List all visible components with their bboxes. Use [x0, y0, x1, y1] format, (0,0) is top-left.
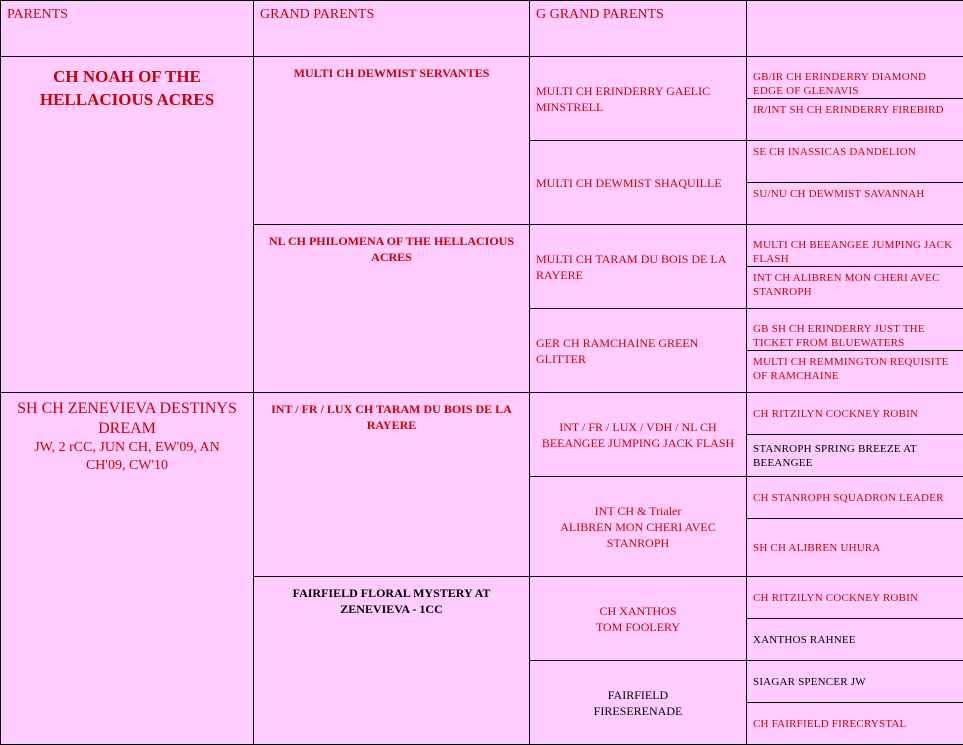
ggp-name: MULTI CH TARAM DU BOIS DE LA RAYERE [536, 251, 726, 282]
gggp-cell [747, 309, 963, 351]
dam-cell [1, 393, 254, 745]
gggp-cell [747, 519, 963, 577]
gggp-name: CH RITZILYN COCKNEY ROBIN [753, 407, 919, 420]
gggp-cell [747, 393, 963, 435]
ggp-cell [530, 141, 747, 225]
ggp-cell [530, 225, 747, 309]
gggp-cell [747, 267, 963, 309]
gggp-cell [747, 661, 963, 703]
gggp-name: SU/NU CH DEWMIST SAVANNAH [753, 188, 925, 200]
ggp-name: GER CH RAMCHAINE GREEN GLITTER [536, 335, 699, 366]
sire-grand-dam-name: NL CH PHILOMENA OF THE HELLACIOUS ACRES [268, 234, 515, 264]
ggp-cell [530, 393, 747, 477]
header-parents: PARENTS [1, 1, 254, 57]
header-grand-parents: GRAND PARENTS [254, 1, 530, 57]
sire-cell [1, 57, 254, 393]
ggp-name: CH XANTHOS [599, 603, 677, 618]
gggp-name: SIAGAR SPENCER JW [753, 675, 866, 688]
ggp-name: ALIBREN MON CHERI AVEC STANROPH [560, 519, 716, 550]
gggp-name: CH FAIRFIELD FIRECRYSTAL [753, 717, 907, 730]
ggp-cell [530, 661, 747, 745]
dam-grand-dam-name: FAIRFIELD FLORAL MYSTERY AT ZENEVIEVA - 1CC [292, 586, 491, 616]
gggp-name: INT CH ALIBREN MON CHERI AVEC STANROPH [753, 272, 940, 298]
gggp-name: SH CH ALIBREN UHURA [753, 541, 881, 554]
dam-grand-sire-cell [254, 393, 530, 577]
gggp-name: GB SH CH ERINDERRY JUST THE TICKET FROM BLUEWATERS [753, 323, 925, 349]
ggp-name: MULTI CH ERINDERRY GAELIC MINSTRELL [536, 83, 711, 114]
gggp-cell [747, 225, 963, 267]
gggp-cell [747, 577, 963, 619]
gggp-cell [747, 99, 963, 141]
gggp-name: XANTHOS RAHNEE [753, 633, 856, 646]
ggp-name: FAIRFIELD [607, 687, 669, 702]
gggp-cell [747, 619, 963, 661]
gggp-cell [747, 435, 963, 477]
gggp-cell [747, 57, 963, 99]
ggp-cell [530, 57, 747, 141]
sire-name: CH NOAH OF THE HELLACIOUS ACRES [39, 67, 215, 109]
gggp-name: SE CH INASSICAS DANDELION [753, 146, 916, 158]
ggp-name: INT CH & Trialer [594, 503, 682, 518]
gggp-name: CH RITZILYN COCKNEY ROBIN [753, 591, 919, 604]
gggp-name: MULTI CH BEEANGEE JUMPING JACK FLASH [753, 239, 953, 265]
gggp-name: MULTI CH REMMINGTON REQUISITE OF RAMCHAINE [753, 356, 949, 382]
ggp-cell [530, 477, 747, 577]
ggp-name: INT / FR / LUX / VDH / NL CH BEEANGEE JUMPING JACK FLASH [541, 419, 735, 450]
header-g-grand-parents: G GRAND PARENTS [530, 1, 747, 57]
gggp-name: GB/IR CH ERINDERRY DIAMOND EDGE OF GLENAVIS [753, 71, 927, 97]
ggp-cell [530, 309, 747, 393]
gggp-name: STANROPH SPRING BREEZE AT BEEANGEE [753, 442, 917, 469]
gggp-cell [747, 351, 963, 393]
sire-grand-sire-cell [254, 57, 530, 225]
gggp-name: IR/INT SH CH ERINDERRY FIREBIRD [753, 104, 944, 116]
dam-titles: CH'09, CW'10 [85, 458, 169, 473]
sire-grand-dam-cell [254, 225, 530, 393]
dam-name: SH CH ZENEVIEVA DESTINYS DREAM [17, 400, 237, 437]
gggp-cell [747, 183, 963, 225]
sire-grand-sire-name: MULTI CH DEWMIST SERVANTES [293, 66, 490, 80]
header-blank [747, 1, 963, 57]
ggp-name: FIRESERENADE [593, 703, 683, 718]
gggp-cell [747, 703, 963, 745]
gggp-cell [747, 141, 963, 183]
dam-titles: JW, 2 rCC, JUN CH, EW'09, AN [34, 440, 220, 455]
ggp-name: TOM FOOLERY [595, 619, 681, 634]
gggp-cell [747, 477, 963, 519]
ggp-name: MULTI CH DEWMIST SHAQUILLE [536, 175, 722, 190]
header-row [1, 1, 963, 57]
dam-grand-dam-cell [254, 577, 530, 745]
dam-grand-sire-name: INT / FR / LUX CH TARAM DU BOIS DE LA RAYERE [271, 402, 512, 432]
gggp-name: CH STANROPH SQUADRON LEADER [753, 491, 944, 504]
ggp-cell [530, 577, 747, 661]
